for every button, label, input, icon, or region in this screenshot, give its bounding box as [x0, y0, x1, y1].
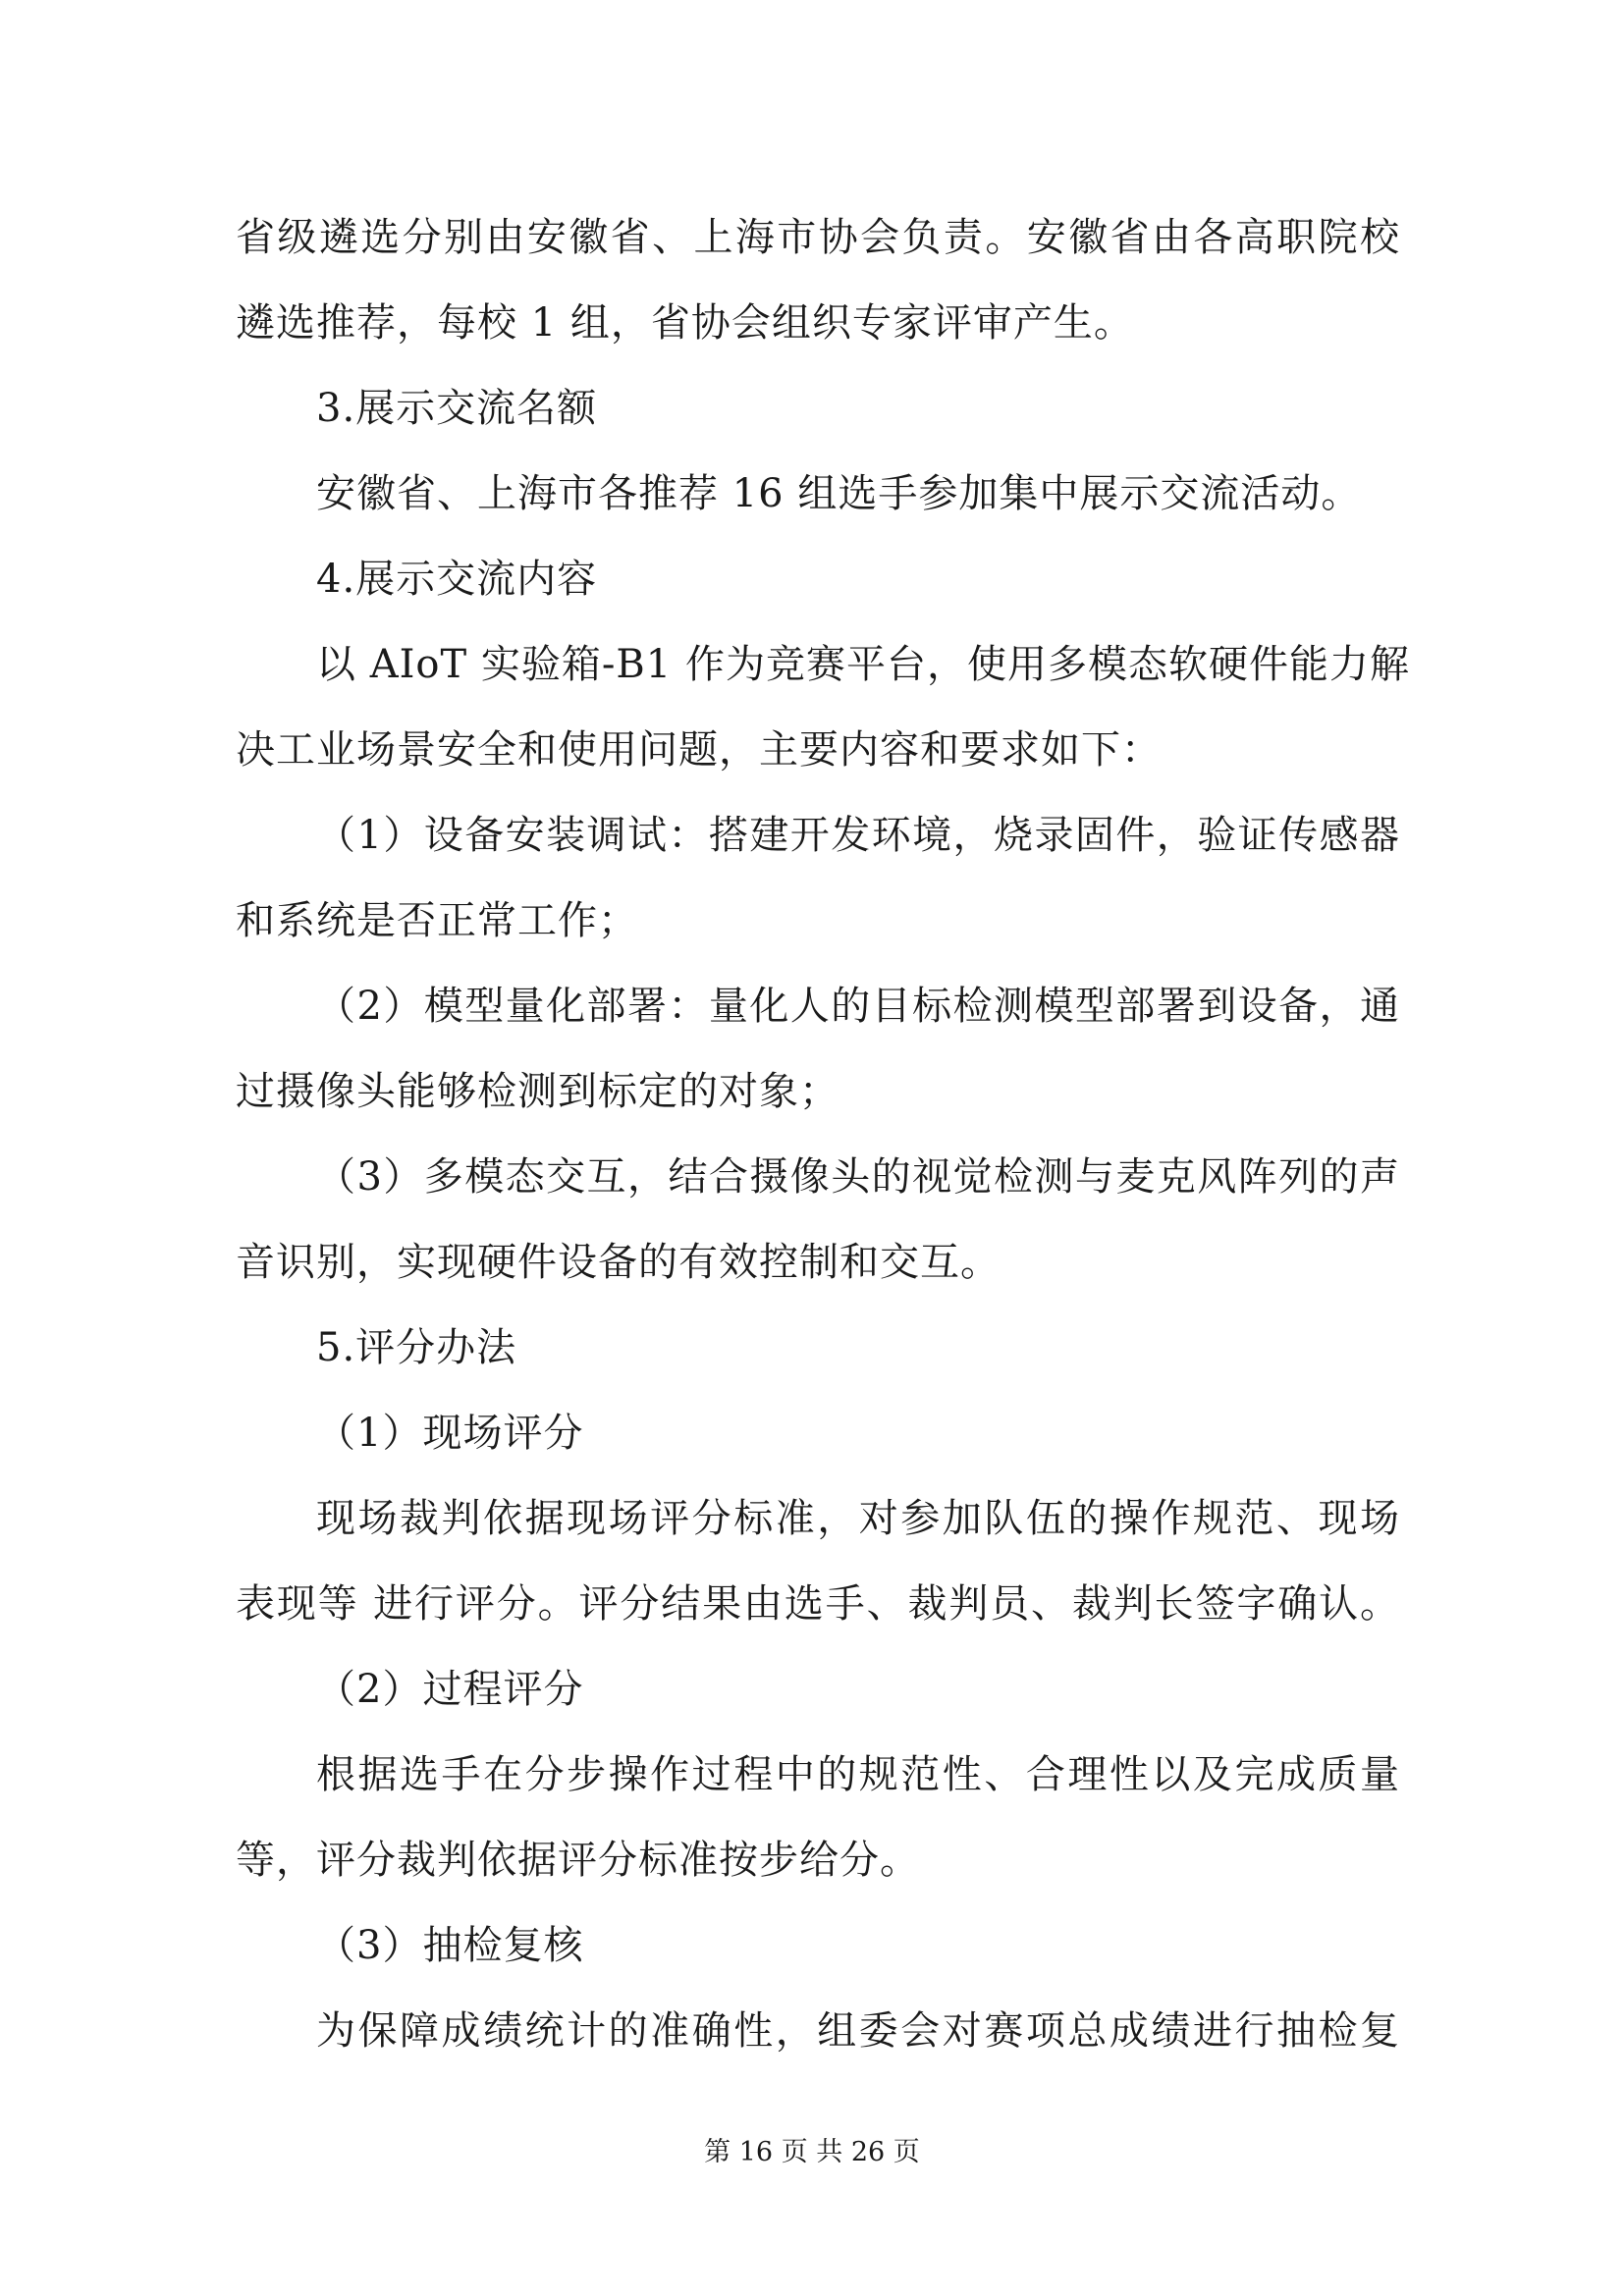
- list-item-line: （1）设备安装调试：搭建开发环境，烧录固件，验证传感器: [316, 813, 1400, 858]
- page-number-footer: 第 16 页 共 26 页: [704, 2137, 920, 2167]
- section-heading: 3.展示交流名额: [316, 386, 598, 431]
- paragraph-line: 安徽省、上海市各推荐 16 组选手参加集中展示交流活动。: [316, 471, 1362, 516]
- section-heading: 5.评分办法: [316, 1325, 517, 1370]
- list-item-line: 过摄像头能够检测到标定的对象；: [236, 1069, 839, 1114]
- paragraph-line: 省级遴选分别由安徽省、上海市协会负责。安徽省由各高职院校: [236, 215, 1400, 260]
- list-item-line: 和系统是否正常工作；: [236, 898, 638, 943]
- paragraph-line: 根据选手在分步操作过程中的规范性、合理性以及完成质量: [316, 1752, 1400, 1797]
- section-heading: 4.展示交流内容: [316, 557, 598, 602]
- paragraph-line: 为保障成绩统计的准确性，组委会对赛项总成绩进行抽检复: [316, 2008, 1400, 2054]
- subsection-heading: （2）过程评分: [316, 1667, 584, 1712]
- paragraph-line: 现场裁判依据现场评分标准，对参加队伍的操作规范、现场: [316, 1496, 1400, 1541]
- paragraph-line: 等，评分裁判依据评分标准按步给分。: [236, 1838, 920, 1883]
- paragraph-line: 决工业场景安全和使用问题，主要内容和要求如下：: [236, 727, 1162, 773]
- paragraph-line: 以 AIoT 实验箱-B1 作为竞赛平台，使用多模态软硬件能力解: [316, 642, 1410, 687]
- list-item-line: （3）多模态交互，结合摄像头的视觉检测与麦克风阵列的声: [316, 1154, 1400, 1200]
- subsection-heading: （1）现场评分: [316, 1411, 584, 1456]
- list-item-line: （2）模型量化部署：量化人的目标检测模型部署到设备，通: [316, 984, 1400, 1029]
- subsection-heading: （3）抽检复核: [316, 1923, 584, 1968]
- paragraph-line: 表现等 进行评分。评分结果由选手、裁判员、裁判长签字确认。: [236, 1581, 1400, 1627]
- paragraph-line: 遴选推荐，每校 1 组，省协会组织专家评审产生。: [236, 300, 1134, 346]
- list-item-line: 音识别，实现硬件设备的有效控制和交互。: [236, 1240, 1001, 1285]
